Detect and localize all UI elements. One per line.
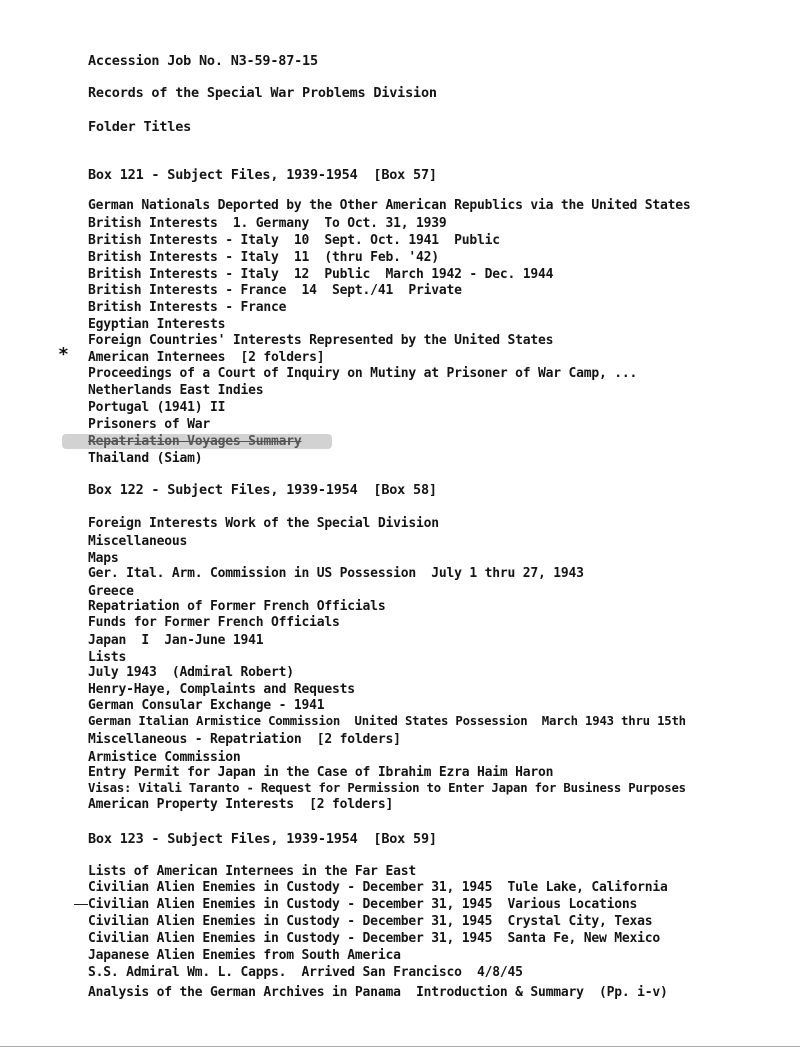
list-item: Lists: [88, 650, 127, 665]
list-item: Funds for Former French Officials: [88, 615, 340, 630]
list-item: Civilian Alien Enemies in Custody - December 31, 1945 Santa Fe, New Mexico: [88, 931, 660, 946]
list-item: German Italian Armistice Commission United States Possession March 1943 thru 15th: [88, 714, 686, 728]
scan-edge-line: [0, 1046, 800, 1047]
list-item: Entry Permit for Japan in the Case of Ibrahim Ezra Haim Haron: [88, 765, 554, 780]
list-item: Civilian Alien Enemies in Custody - December 31, 1945 Crystal City, Texas: [88, 914, 653, 929]
records-title: Records of the Special War Problems Division: [88, 85, 437, 101]
list-item: Henry-Haye, Complaints and Requests: [88, 682, 355, 697]
list-item: Proceedings of a Court of Inquiry on Mutiny at Prisoner of War Camp, ...: [88, 366, 638, 381]
list-item: Netherlands East Indies: [88, 383, 264, 398]
list-item: Repatriation of Former French Officials: [88, 599, 386, 614]
list-item: British Interests 1. Germany To Oct. 31, 1939: [88, 216, 447, 231]
list-item: Egyptian Interests: [88, 317, 226, 332]
list-item: July 1943 (Admiral Robert): [88, 665, 294, 680]
folder-titles-label: Folder Titles: [88, 119, 192, 135]
list-item: Lists of American Internees in the Far East: [88, 864, 416, 879]
list-item: Civilian Alien Enemies in Custody - December 31, 1945 Various Locations: [88, 897, 638, 912]
box-122-heading: Box 122 - Subject Files, 1939-1954 [Box 58]: [88, 482, 437, 498]
list-item: American Property Interests [2 folders]: [88, 797, 394, 812]
list-item: Foreign Interests Work of the Special Division: [88, 516, 439, 531]
list-item: Civilian Alien Enemies in Custody - December 31, 1945 Tule Lake, California: [88, 880, 668, 895]
list-item: Miscellaneous - Repatriation [2 folders]: [88, 732, 401, 747]
list-item: Armistice Commission: [88, 750, 241, 765]
list-item: Portugal (1941) II: [88, 400, 226, 415]
list-item: Prisoners of War: [88, 417, 211, 432]
list-item: Japan I Jan-June 1941: [88, 633, 264, 648]
list-item: Maps: [88, 551, 119, 566]
asterisk-annotation: *: [58, 344, 69, 365]
list-item: Ger. Ital. Arm. Commission in US Possession July 1 thru 27, 1943: [88, 566, 584, 581]
list-item: German Nationals Deported by the Other American Republics via the United States: [88, 198, 691, 213]
list-item: British Interests - Italy 10 Sept. Oct. 1941 Public: [88, 233, 500, 248]
list-item: Thailand (Siam): [88, 451, 203, 466]
list-item: American Internees [2 folders]: [88, 350, 325, 365]
margin-dash-mark: [74, 904, 88, 905]
list-item: Japanese Alien Enemies from South America: [88, 948, 401, 963]
list-item: Analysis of the German Archives in Panama Introduction & Summary (Pp. i-v): [88, 985, 668, 1000]
list-item: British Interests - France: [88, 300, 287, 315]
list-item: Visas: Vitali Taranto - Request for Permission to Enter Japan for Business Purposes: [88, 781, 686, 795]
list-item: British Interests - Italy 11 (thru Feb. '42): [88, 250, 439, 265]
list-item: Miscellaneous: [88, 534, 188, 549]
list-item: British Interests - France 14 Sept./41 Private: [88, 283, 462, 298]
accession-number: Accession Job No. N3-59-87-15: [88, 53, 318, 69]
list-item: Greece: [88, 584, 134, 599]
box-121-heading: Box 121 - Subject Files, 1939-1954 [Box 57]: [88, 167, 437, 183]
list-item: British Interests - Italy 12 Public March 1942 - Dec. 1944: [88, 267, 554, 282]
list-item: S.S. Admiral Wm. L. Capps. Arrived San Francisco 4/8/45: [88, 965, 523, 980]
list-item-struck: Repatriation Voyages Summary: [88, 434, 302, 449]
list-item: German Consular Exchange - 1941: [88, 698, 325, 713]
box-123-heading: Box 123 - Subject Files, 1939-1954 [Box 59]: [88, 831, 437, 847]
list-item: Foreign Countries' Interests Represented by the United States: [88, 333, 554, 348]
